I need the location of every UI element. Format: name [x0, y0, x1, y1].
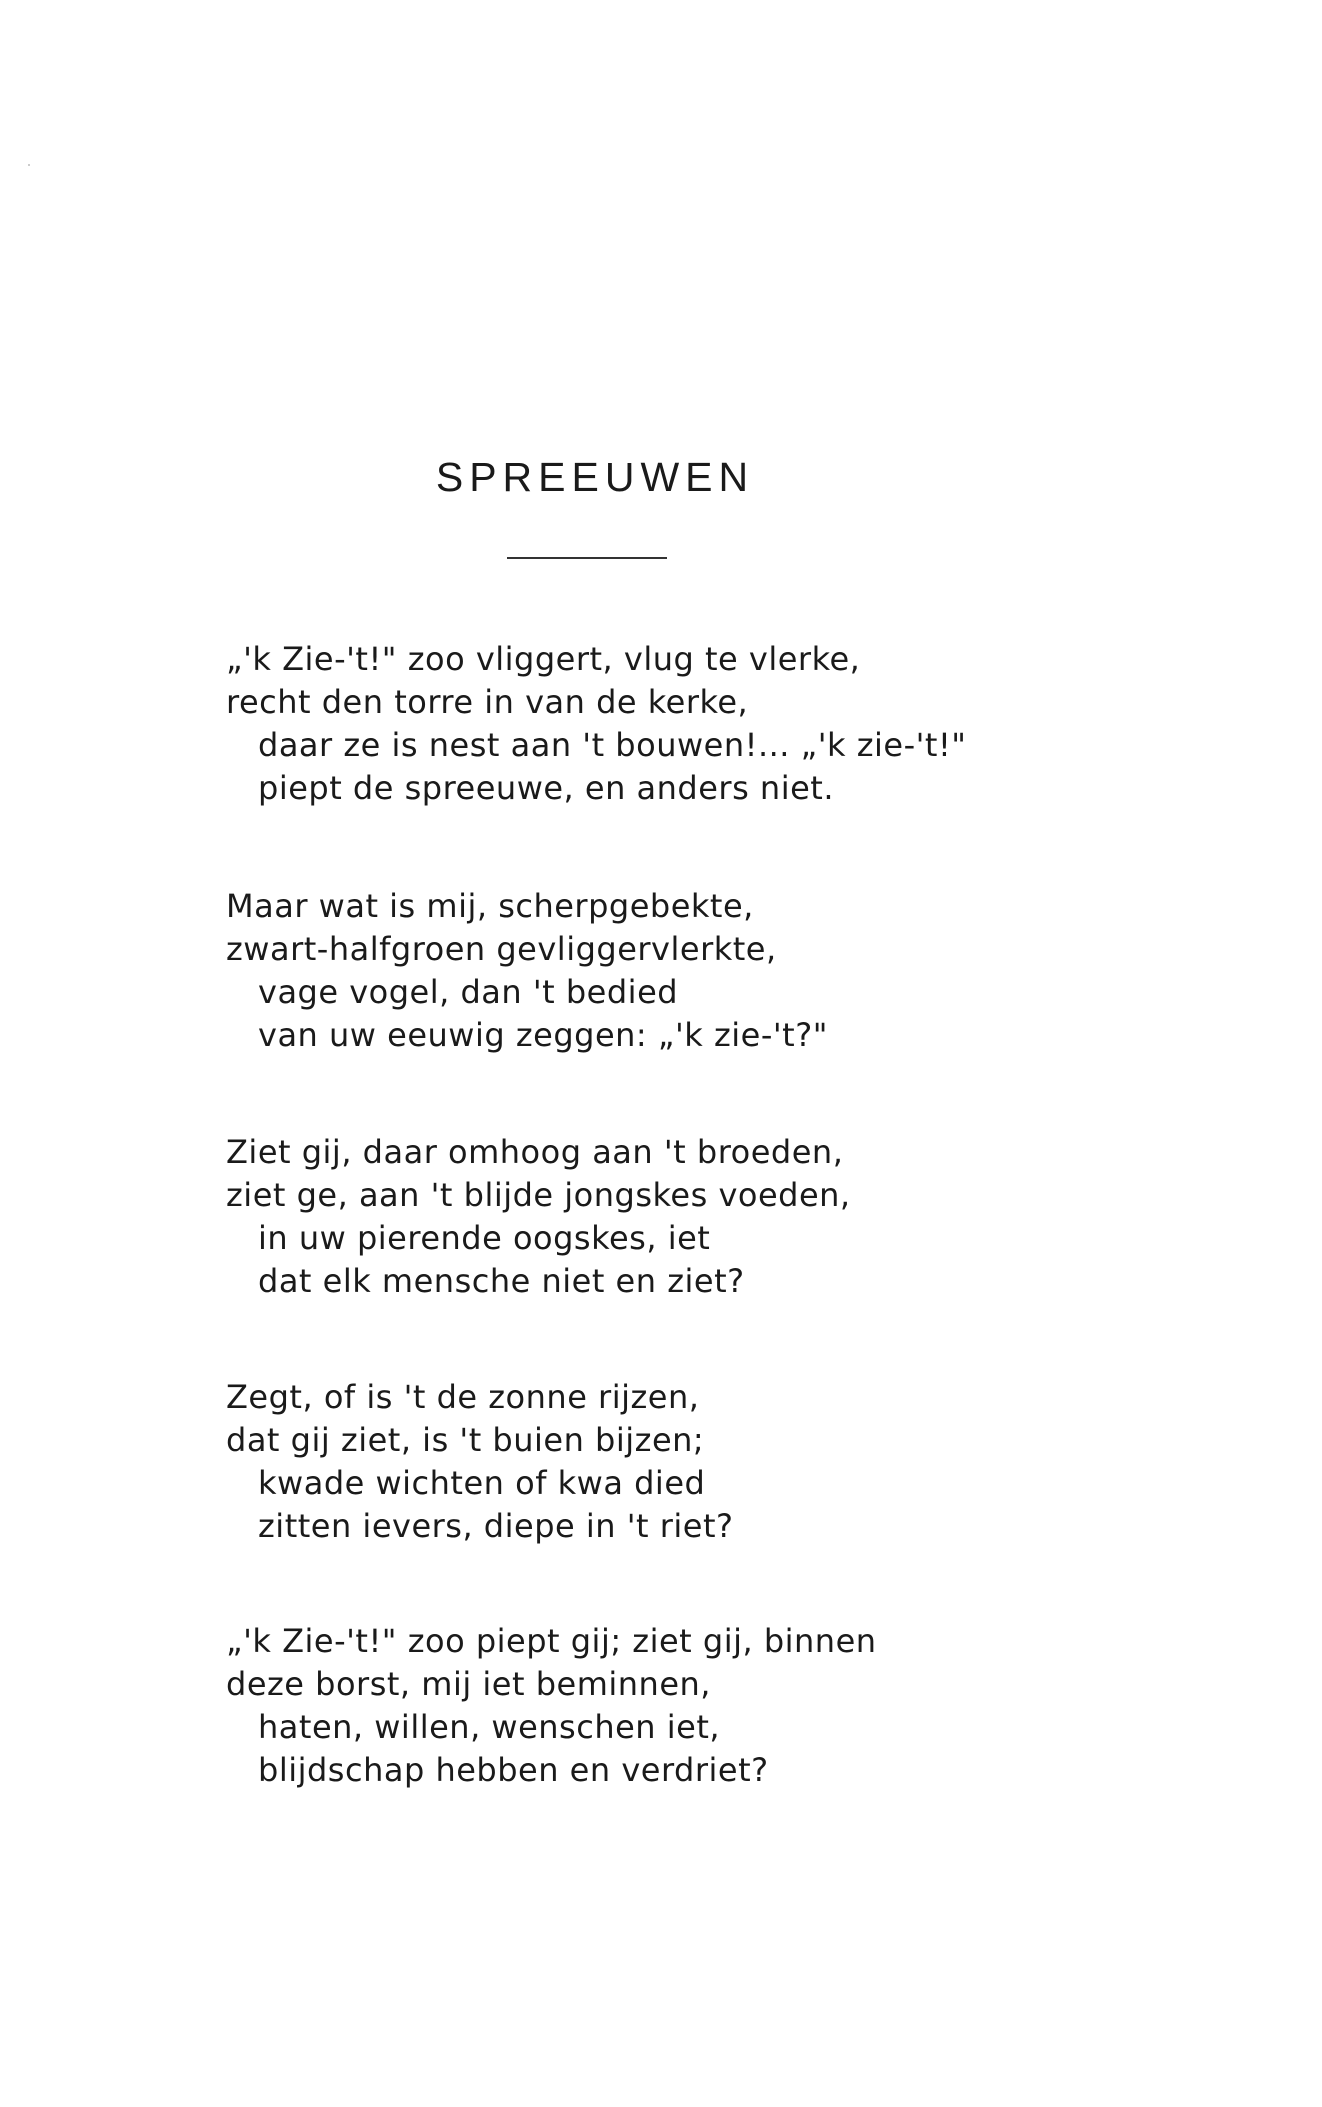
poem-line: dat gij ziet, is 't buien bijzen;: [226, 1421, 705, 1459]
stanza-2: [226, 885, 828, 1057]
poem-line: Maar wat is mij, scherpgebekte,: [226, 887, 754, 925]
poem-line: zitten ievers, diepe in 't riet?: [258, 1507, 734, 1545]
poem-line: zwart-halfgroen gevliggervlerkte,: [226, 930, 777, 968]
stanza-4: [226, 1376, 733, 1548]
poem-line: van uw eeuwig zeggen: „'k zie-'t?": [258, 1016, 828, 1054]
poem-line: kwade wichten of kwa died: [258, 1464, 706, 1502]
poem-line: haten, willen, wenschen iet,: [258, 1708, 721, 1746]
poem-line: „'k Zie-'t!" zoo vliggert, vlug te vlerke,: [226, 640, 861, 678]
stanza-3: [226, 1131, 851, 1303]
poem-line: vage vogel, dan 't bedied: [258, 973, 679, 1011]
poem-title: SPREEUWEN: [435, 454, 755, 500]
title-divider: [507, 557, 667, 559]
poem-line: in uw pierende oogskes, iet: [258, 1219, 711, 1257]
poem-line: ziet ge, aan 't blijde jongskes voeden,: [226, 1176, 851, 1214]
poem-line: Ziet gij, daar omhoog aan 't broeden,: [226, 1133, 844, 1171]
poem-line: blijdschap hebben en verdriet?: [258, 1751, 769, 1789]
poem-line: deze borst, mij iet beminnen,: [226, 1665, 711, 1703]
poem-line: daar ze is nest aan 't bouwen!... „'k zie-'t!": [258, 726, 967, 764]
poem-line: piept de spreeuwe, en anders niet.: [258, 769, 834, 807]
poem-line: Zegt, of is 't de zonne rijzen,: [226, 1378, 700, 1416]
scan-speck: [28, 164, 30, 166]
poem-line: „'k Zie-'t!" zoo piept gij; ziet gij, binnen: [226, 1622, 877, 1660]
stanza-1: [226, 638, 967, 810]
poem-line: dat elk mensche niet en ziet?: [258, 1262, 745, 1300]
stanza-5: [226, 1620, 877, 1792]
poem-line: recht den torre in van de kerke,: [226, 683, 749, 721]
